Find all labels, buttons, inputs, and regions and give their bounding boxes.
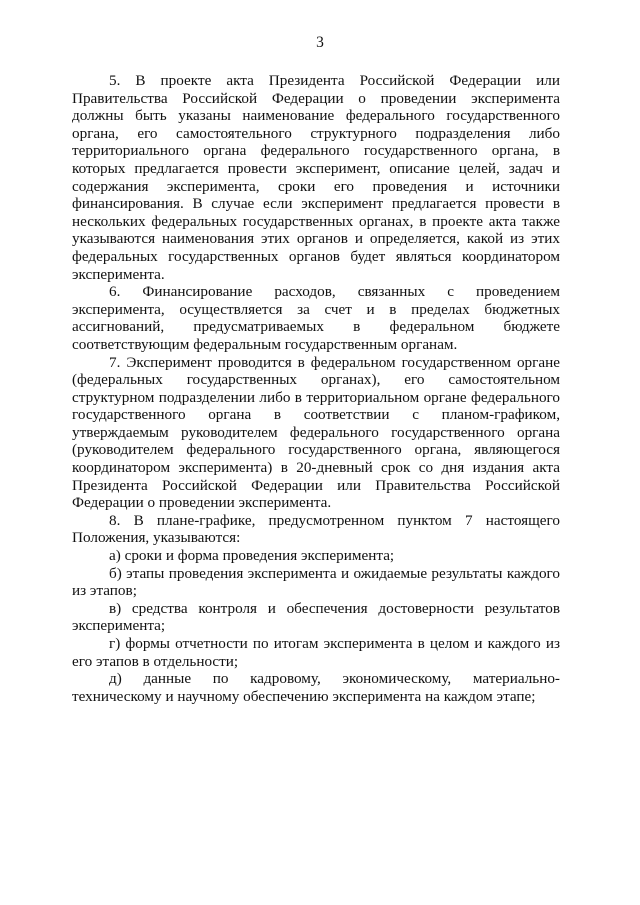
document-body <box>72 72 560 705</box>
list-item-a: а) сроки и форма проведения эксперимента; <box>109 547 395 565</box>
page-number: 3 <box>316 34 324 51</box>
list-item-b: б) этапы проведения эксперимента и ожидаемые результаты каждого из этапов; <box>72 564 560 600</box>
paragraph-8: 8. В плане-графике, предусмотренном пунктом 7 настоящего Положения, указываются: <box>72 511 560 547</box>
paragraph-6: 6. Финансирование расходов, связанных с проведением эксперимента, осуществляется за счет и в пределах бюджетных ассигнований, предусматриваемых в федеральном бюджете соответствующим федеральным государственным органам. <box>72 283 560 353</box>
paragraph-7: 7. Эксперимент проводится в федеральном государственном органе (федеральных государственных органах), его самостоятельном структурном подразделении либо в территориальном органе федерального государственного органа в соответствии с планом-графиком, утверждаемым руководителем федерального государственного органа (руководителем федерального государственного органа, являющегося координатором эксперимента) в 20-дневный срок со дня издания акта Президента Российской Федерации или Правительства Российской Федерации о проведении эксперимента. <box>72 353 560 512</box>
list-item-v: в) средства контроля и обеспечения достоверности результатов эксперимента; <box>72 599 560 635</box>
list-item-d: д) данные по кадровому, экономическому, материально-техническому и научному обеспечению эксперимента на каждом этапе; <box>72 670 560 705</box>
paragraph-5: 5. В проекте акта Президента Российской Федерации или Правительства Российской Федерации о проведении эксперимента должны быть указаны наименование федерального государственного органа, его самостоятельного структурного подразделения либо территориального органа федерального государственного органа, в которых предлагается провести эксперимент, описание целей, задач и содержания эксперимента, сроки его проведения и источники финансирования. В случае если эксперимент предлагается провести в нескольких федеральных государственных органах, в проекте акта также указываются наименования этих органов и определяется, какой из этих федеральных государственных органов будет являться координатором эксперимента. <box>72 72 560 283</box>
list-item-g: г) формы отчетности по итогам эксперимента в целом и каждого из его этапов в отдельности; <box>72 635 560 670</box>
